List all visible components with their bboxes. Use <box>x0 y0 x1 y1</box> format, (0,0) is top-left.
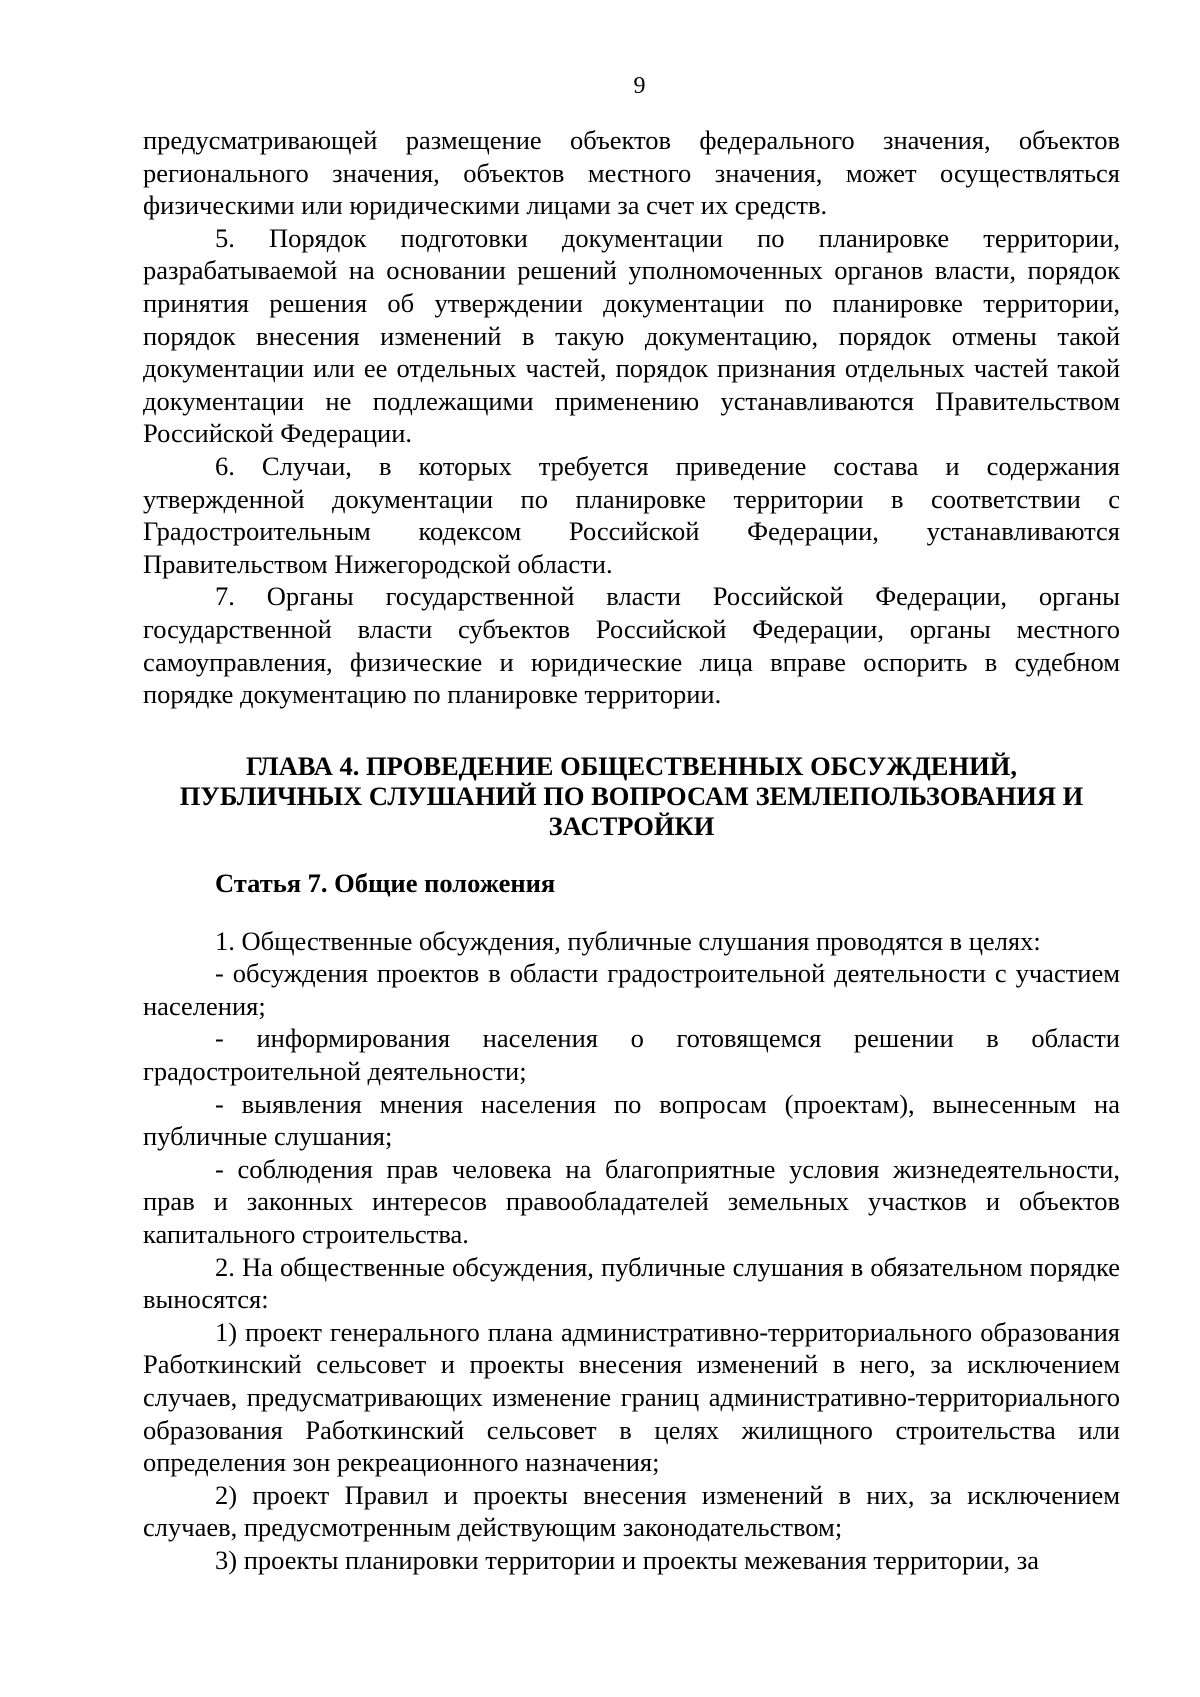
list-item-numbered: 2) проект Правил и проекты внесения изменений в них, за исключением случаев, предусмотренным действующим законодательством; <box>143 1479 1120 1543</box>
list-item-numbered: 1) проект генерального плана административно-территориального образования Работкинский сельсовет и проекты внесения изменений в него, за исключением случаев, предусматривающих изменение границ административно-территориального образования Работкинский сельсовет в целях жилищного строительства или определения зон рекреационного назначения; <box>143 1316 1120 1478</box>
document-page <box>143 70 1120 1577</box>
article-heading: Статья 7. Общие положения <box>215 867 556 898</box>
page-number: 9 <box>633 73 646 99</box>
paragraph-item-5: 5. Порядок подготовки документации по планировке территории, разрабатываемой на основании решений уполномоченных органов власти, порядок принятия решения об утверждении документации по планировке территории, порядок внесения изменений в такую документацию, порядок отмены такой документации или ее отдельных частей, порядок признания отдельных частей такой документации не подлежащими применению устанавливаются Правительством Российской Федерации. <box>143 222 1120 449</box>
chapter-heading-line: ГЛАВА 4. ПРОВЕДЕНИЕ ОБЩЕСТВЕННЫХ ОБСУЖДЕНИЙ, <box>246 750 1017 781</box>
list-item-dash: - выявления мнения населения по вопросам (проектам), вынесенным на публичные слушания; <box>143 1088 1120 1152</box>
list-item-numbered: 3) проекты планировки территории и проекты межевания территории, за <box>215 1544 1040 1575</box>
list-item-dash: - обсуждения проектов в области градостроительной деятельности с участием населения; <box>143 958 1120 1021</box>
paragraph-item-1: 1. Общественные обсуждения, публичные слушания проводятся в целях: <box>215 925 1041 956</box>
chapter-heading-line: ПУБЛИЧНЫХ СЛУШАНИЙ ПО ВОПРОСАМ ЗЕМЛЕПОЛЬЗОВАНИЯ И <box>179 780 1084 811</box>
paragraph-continuation: предусматривающей размещение объектов федерального значения, объектов регионального значения, объектов местного значения, может осуществляться физическими или юридическими лицами за счет их средств. <box>143 125 1120 221</box>
list-item-dash: - информирования населения о готовящемся решении в области градостроительной деятельности; <box>143 1023 1120 1087</box>
paragraph-item-6: 6. Случаи, в которых требуется приведение состава и содержания утвержденной документации по планировке территории в соответствии с Градостроительным кодексом Российской Федерации, устанавливаются Правительством Нижегородской области. <box>143 450 1120 579</box>
chapter-heading <box>143 751 1120 841</box>
chapter-heading-line: ЗАСТРОЙКИ <box>548 810 715 841</box>
paragraph-item-7: 7. Органы государственной власти Российской Федерации, органы государственной власти субъектов Российской Федерации, органы местного самоуправления, физические и юридические лица вправе оспорить в судебном порядке документацию по планировке территории. <box>143 581 1120 710</box>
paragraph-item-2: 2. На общественные обсуждения, публичные слушания в обязательном порядке выносятся: <box>143 1251 1120 1315</box>
list-item-dash: - соблюдения прав человека на благоприятные условия жизнедеятельности, прав и законных интересов правообладателей земельных участков и объектов капитального строительства. <box>143 1153 1120 1250</box>
